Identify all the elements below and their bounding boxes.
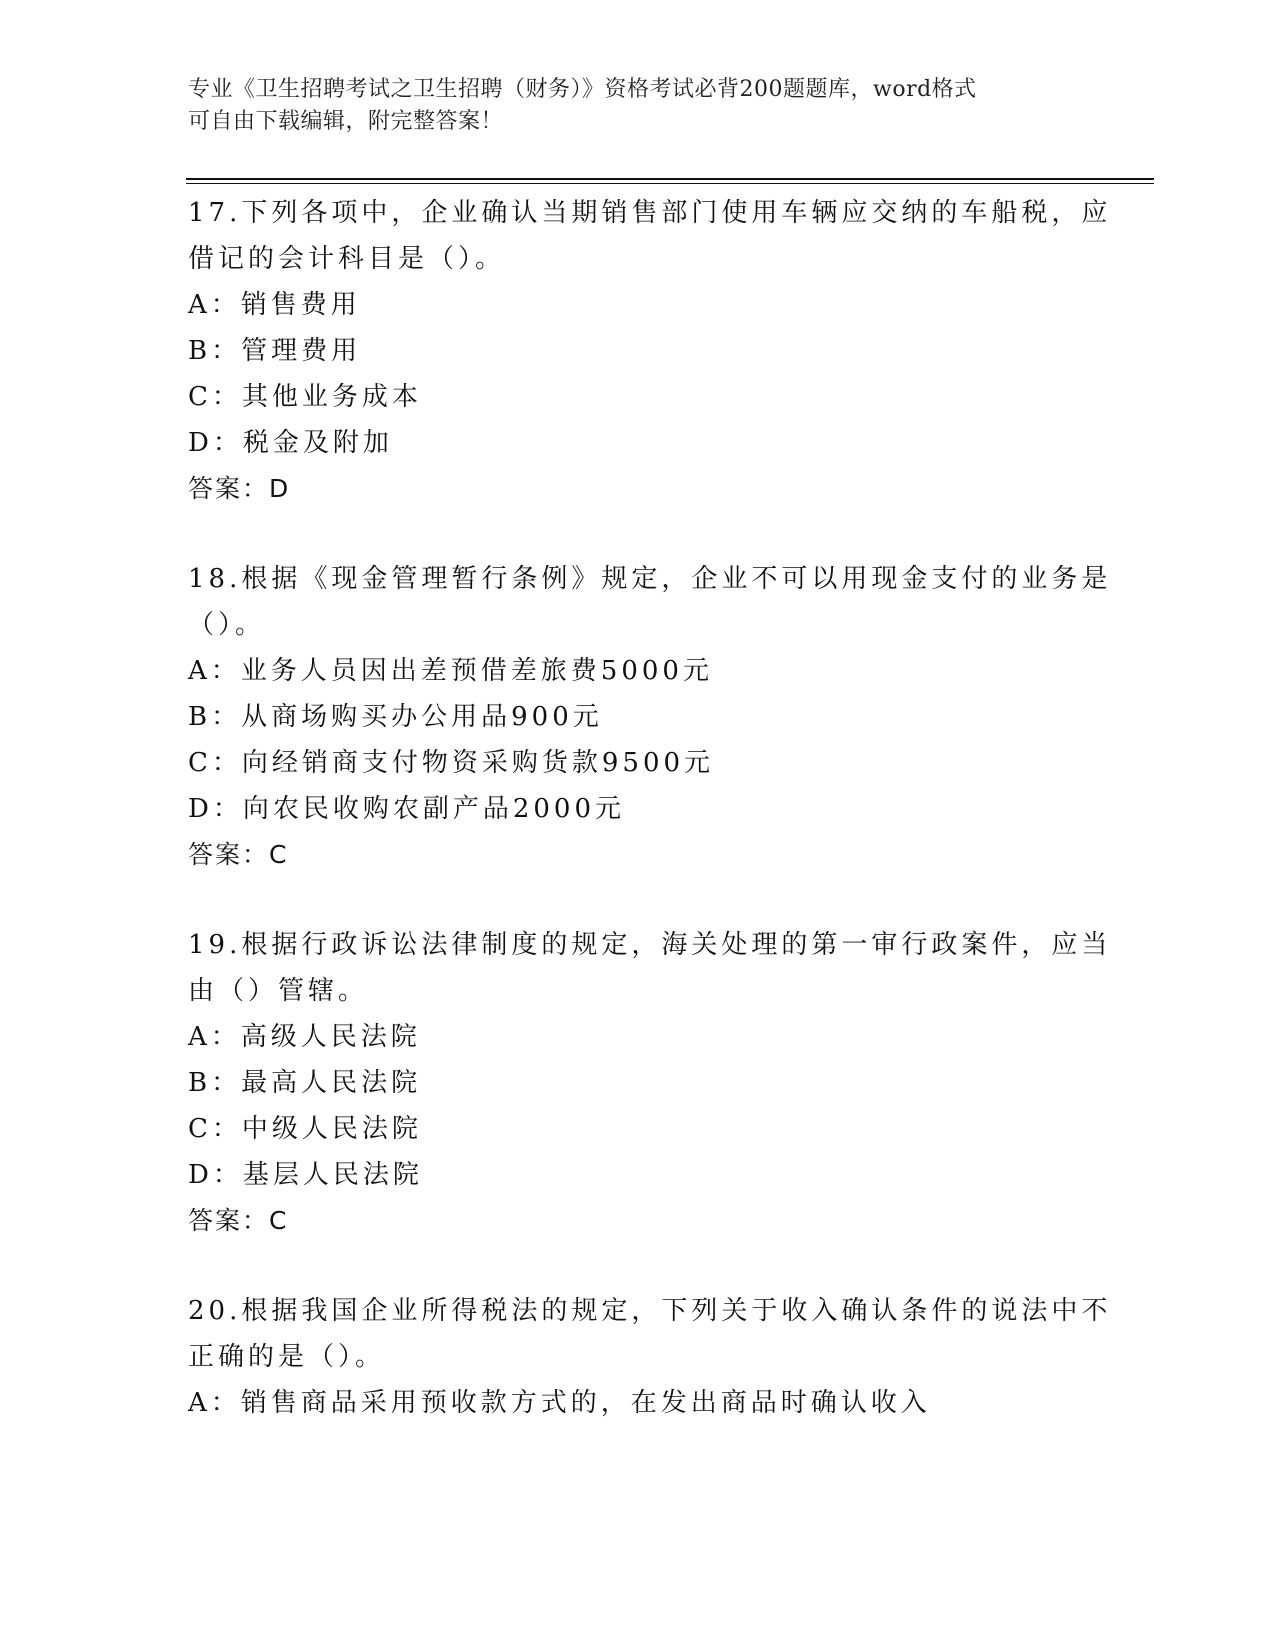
question-stem-line: 正确的是（）。 [188, 1342, 386, 1372]
option-b: B：管理费用 [188, 336, 362, 366]
option-a: A：销售费用 [188, 290, 361, 320]
header-title-line-2: 可自由下载编辑，附完整答案！ [188, 109, 504, 134]
option-a: A：高级人民法院 [188, 1022, 421, 1052]
option-d: D：基层人民法院 [188, 1160, 423, 1190]
option-d: D：向农民收购农副产品2000元 [188, 794, 626, 824]
document-header [188, 74, 1088, 138]
question-stem-line: （）。 [188, 610, 266, 640]
question-19 [188, 922, 1112, 1244]
question-17 [188, 190, 1112, 512]
option-b: B：从商场购买办公用品900元 [188, 702, 603, 732]
option-c: C：其他业务成本 [188, 382, 422, 412]
header-divider-thin [186, 183, 1154, 184]
question-stem-line: 17.下列各项中，企业确认当期销售部门使用车辆应交纳的车船税，应 [188, 198, 1112, 228]
question-stem [188, 1288, 1112, 1380]
question-stem-line: 借记的会计科目是（）。 [188, 244, 506, 274]
question-stem-line: 20.根据我国企业所得税法的规定，下列关于收入确认条件的说法中不 [188, 1296, 1112, 1326]
option-c: C：向经销商支付物资采购货款9500元 [188, 748, 715, 778]
option-c: C：中级人民法院 [188, 1114, 422, 1144]
answer-label: 答案：C [188, 1206, 289, 1235]
option-a: A：业务人员因出差预借差旅费5000元 [188, 656, 713, 686]
header-title-line-1: 专业《卫生招聘考试之卫生招聘（财务）》资格考试必背200题题库，word格式 [188, 77, 977, 102]
option-d: D：税金及附加 [188, 428, 393, 458]
answer-label: 答案：C [188, 840, 289, 869]
question-stem-line: 由（）管辖。 [188, 976, 369, 1006]
question-stem-line: 18.根据《现金管理暂行条例》规定，企业不可以用现金支付的业务是 [188, 564, 1112, 594]
question-stem-line: 19.根据行政诉讼法律制度的规定，海关处理的第一审行政案件，应当 [188, 930, 1112, 960]
header-divider-thick [186, 178, 1154, 180]
question-stem [188, 556, 1112, 648]
answer-label: 答案：D [188, 474, 291, 503]
question-20 [188, 1288, 1112, 1426]
question-18 [188, 556, 1112, 878]
question-stem [188, 190, 1112, 282]
option-a: A：销售商品采用预收款方式的，在发出商品时确认收入 [188, 1388, 931, 1418]
option-b: B：最高人民法院 [188, 1068, 422, 1098]
question-stem [188, 922, 1112, 1014]
